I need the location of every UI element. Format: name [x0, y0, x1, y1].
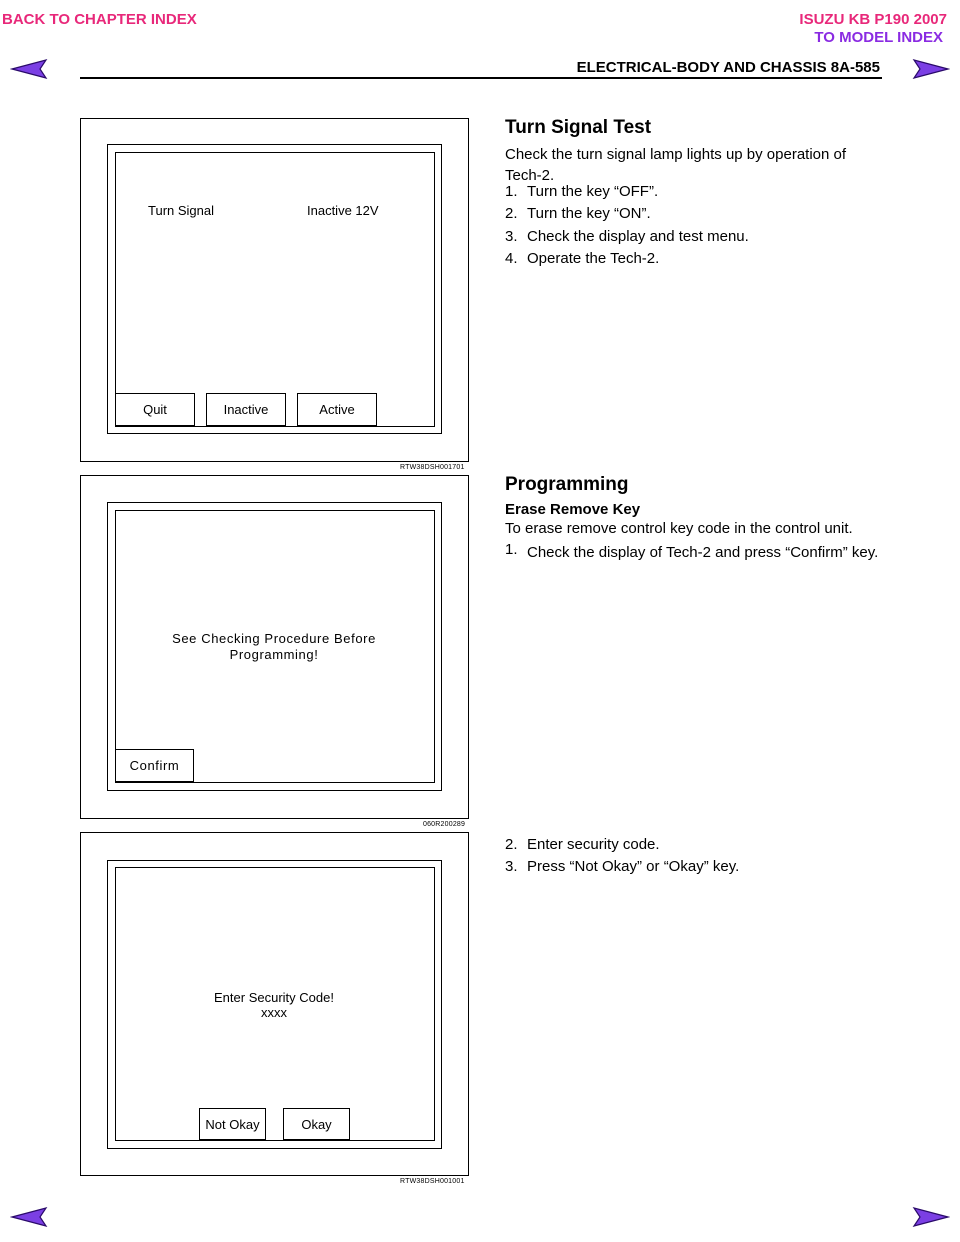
screen-message [115, 990, 433, 1020]
step-number: 2. [505, 836, 518, 853]
inactive-button[interactable]: Inactive [206, 393, 286, 426]
section-intro: Check the turn signal lamp lights up by operation of Tech-2. [505, 146, 847, 184]
quit-button[interactable]: Quit [115, 393, 195, 426]
next-page-arrow-bottom-icon[interactable] [912, 1205, 950, 1229]
screen-message-line2: xxxx [261, 1005, 287, 1020]
section-intro: To erase remove control key code in the control unit. [505, 520, 853, 537]
step-number: 1. [505, 541, 518, 558]
step-text: Check the display and test menu. [527, 228, 749, 245]
step-number: 3. [505, 228, 518, 245]
step-number: 2. [505, 205, 518, 222]
page-header-title: ELECTRICAL-BODY AND CHASSIS 8A-585 [576, 59, 880, 76]
screen-message-line1: Enter Security Code! [214, 990, 334, 1005]
step-number: 4. [505, 250, 518, 267]
step-text: Turn the key “OFF”. [527, 183, 659, 200]
step-text: Operate the Tech-2. [527, 250, 660, 267]
model-index-link[interactable]: TO MODEL INDEX [814, 29, 943, 46]
step-number: 1. [505, 183, 518, 200]
section-subtitle: Erase Remove Key [505, 501, 641, 518]
model-title-link[interactable]: ISUZU KB P190 2007 [799, 11, 947, 28]
next-page-arrow-icon[interactable] [912, 57, 950, 81]
section-title-turn-signal: Turn Signal Test [505, 117, 652, 138]
figure-id: RTW38DSH001001 [400, 1178, 465, 1185]
step-text: Press “Not Okay” or “Okay” key. [527, 858, 740, 875]
active-button[interactable]: Active [297, 393, 377, 426]
screen-message-line2: Programming! [229, 647, 319, 662]
step-text: Enter security code. [527, 836, 660, 853]
confirm-button[interactable]: Confirm [115, 749, 194, 782]
section-title-programming: Programming [505, 474, 629, 495]
screen-message [115, 631, 433, 663]
header-divider [80, 77, 882, 79]
okay-button[interactable]: Okay [283, 1108, 350, 1140]
tech2-screen [115, 152, 435, 427]
step-text: Turn the key “ON”. [527, 205, 651, 222]
screen-label-status: Inactive 12V [307, 203, 379, 218]
screen-label-turn-signal: Turn Signal [148, 203, 214, 218]
back-to-chapter-link[interactable]: BACK TO CHAPTER INDEX [2, 11, 197, 28]
prev-page-arrow-bottom-icon[interactable] [10, 1205, 48, 1229]
screen-message-line1: See Checking Procedure Before [172, 631, 376, 646]
figure-id: 060R200289 [423, 821, 466, 828]
step-text: Check the display of Tech-2 and press “Confirm” key. [527, 544, 879, 561]
figure-id: RTW38DSH001701 [400, 464, 465, 471]
not-okay-button[interactable]: Not Okay [199, 1108, 266, 1140]
step-number: 3. [505, 858, 518, 875]
